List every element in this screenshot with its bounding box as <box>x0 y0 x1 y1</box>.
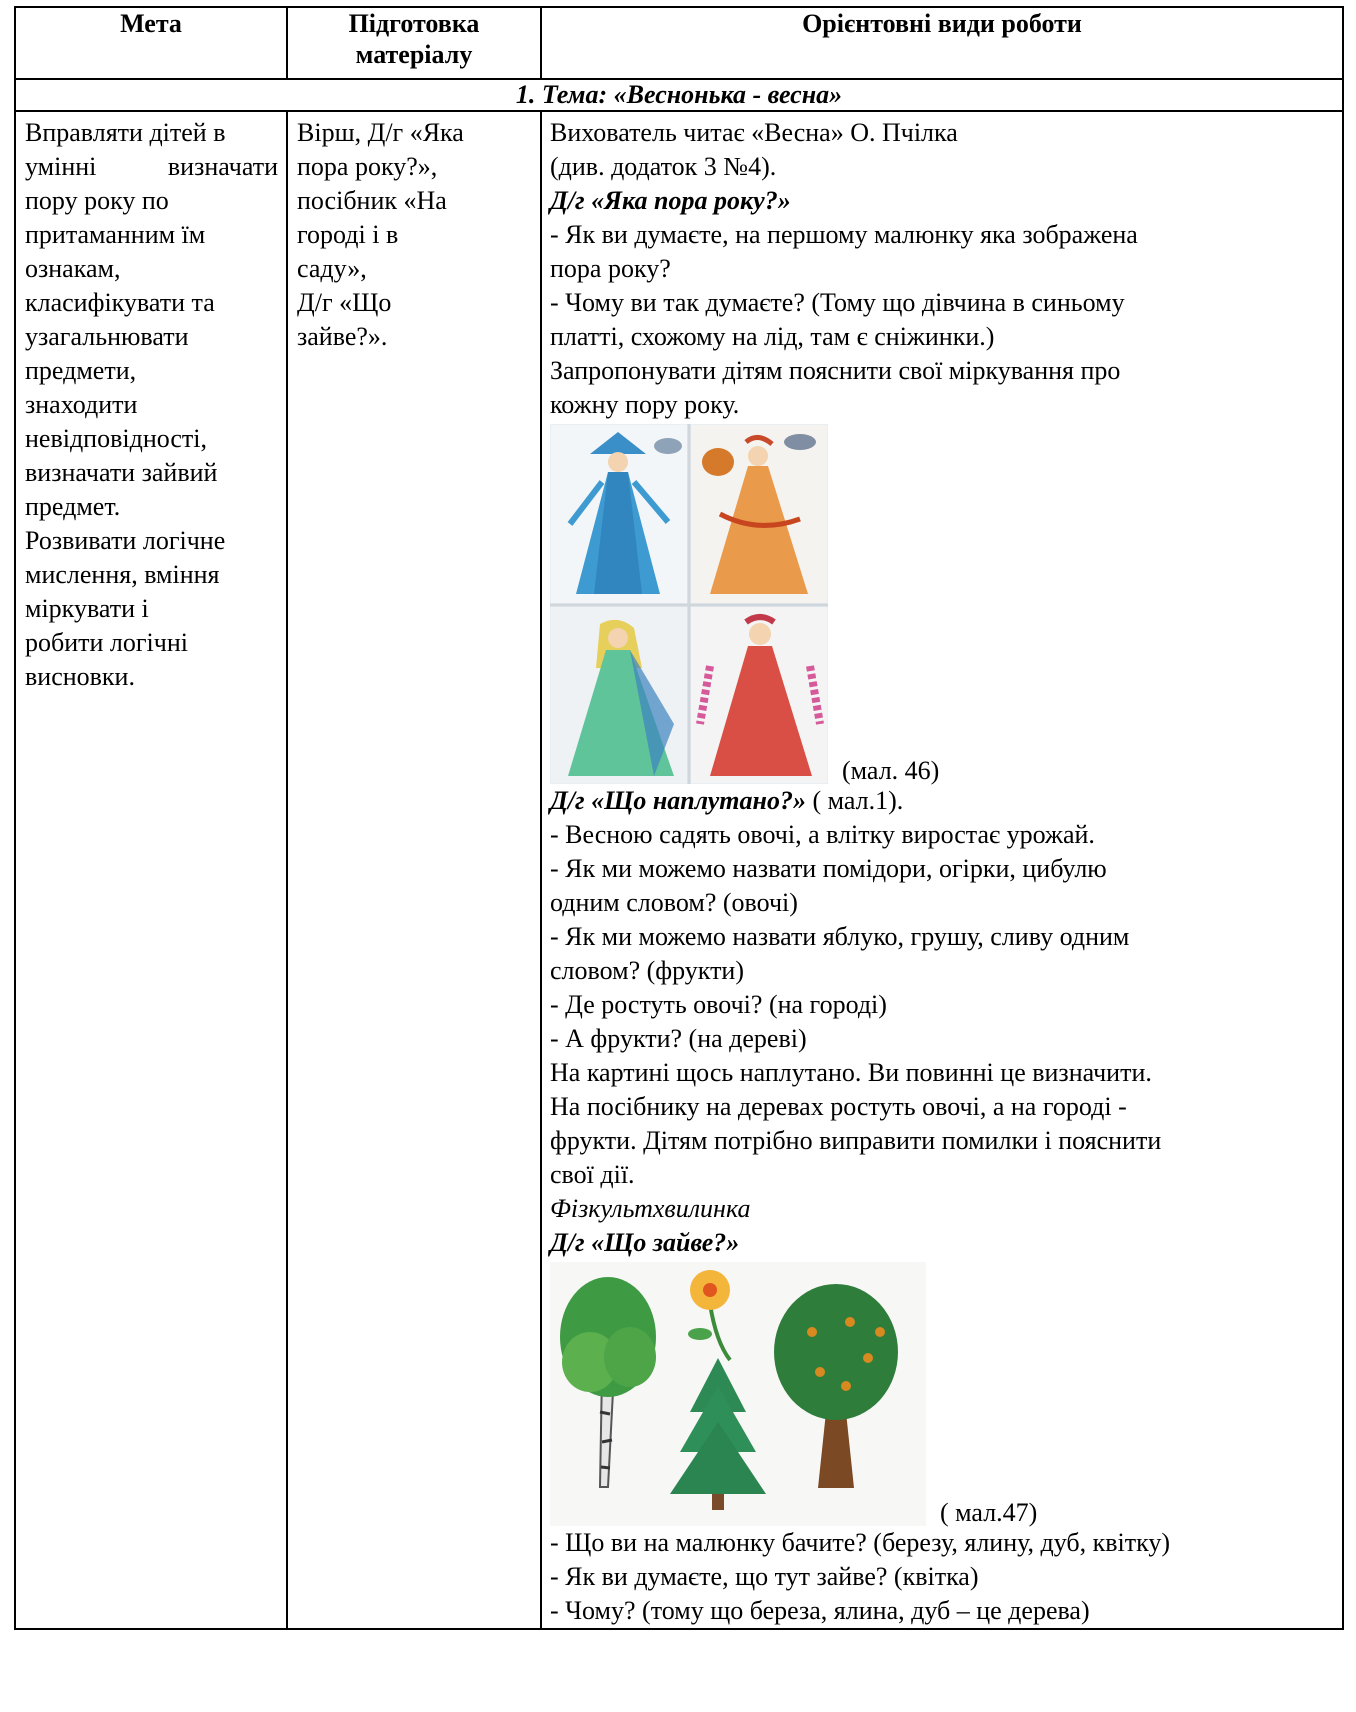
theme-title: 1. Тема: «Веснонька - весна» <box>15 79 1343 111</box>
prep-text <box>288 112 540 354</box>
goal-line: мислення, вміння <box>25 560 220 589</box>
goal-line: притаманним їм <box>25 220 206 249</box>
text-line: свої дії. <box>550 1160 635 1189</box>
goal-text <box>16 112 286 694</box>
goal-line: міркувати і <box>25 594 149 623</box>
text-line: кожну пору року. <box>550 390 740 419</box>
four-seasons-illustration <box>550 424 828 784</box>
prep-line: посібник «На <box>297 186 447 215</box>
goal-line: ознакам, <box>25 254 121 283</box>
header-row <box>15 7 1343 79</box>
goal-line: предмет. <box>25 492 121 521</box>
text-line: словом? (фрукти) <box>550 956 744 985</box>
text-line: - Як ми можемо назвати помідори, огірки, цибулю <box>550 854 1107 883</box>
game-title-mixed-ref: ( мал.1). <box>805 786 904 815</box>
theme-row <box>15 79 1343 111</box>
text-line: - Як ви думаєте, що тут зайве? (квітка) <box>550 1562 979 1591</box>
text-line: - Як ми можемо назвати яблуко, грушу, сливу одним <box>550 922 1130 951</box>
prep-line: городі і в <box>297 220 399 249</box>
goal-cell <box>15 111 287 1629</box>
goal-line: визначати зайвий <box>25 458 218 487</box>
game-title-mixed <box>550 784 1336 818</box>
header-work: Орієнтовні види роботи <box>541 7 1343 79</box>
prep-line: саду», <box>297 254 367 283</box>
prep-line: Вірш, Д/г «Яка <box>297 118 464 147</box>
text-line: - Весною садять овочі, а влітку виростає урожай. <box>550 820 1095 849</box>
header-prep <box>287 7 541 79</box>
goal-line: пору року по <box>25 186 169 215</box>
content-row <box>15 111 1343 1629</box>
goal-line: робити логічні <box>25 628 188 657</box>
goal-line: Розвивати логічне <box>25 526 226 555</box>
text-line: - Де ростуть овочі? (на городі) <box>550 990 887 1019</box>
trees-and-flower-illustration <box>550 1262 926 1526</box>
work-cell <box>541 111 1343 1629</box>
goal-line: класифікувати та <box>25 288 215 317</box>
figure-46-caption: (мал. 46) <box>842 756 940 785</box>
intro-line: Вихователь читає «Весна» О. Пчілка <box>550 118 958 147</box>
intro-line: (див. додаток 3 №4). <box>550 152 777 181</box>
figure-47-caption: ( мал.47) <box>940 1498 1038 1527</box>
game-title-mixed-name: Д/г «Що наплутано?» <box>550 786 806 815</box>
goal-line: Вправляти дітей в <box>25 118 226 147</box>
text-line: пора року? <box>550 254 671 283</box>
text-line: - Як ви думаєте, на першому малюнку яка зображена <box>550 220 1138 249</box>
figure-46-row <box>550 422 1336 784</box>
lesson-plan-table <box>14 6 1344 1630</box>
goal-line: умінні визначати <box>25 152 278 181</box>
game-title-odd-one: Д/г «Що зайве?» <box>550 1228 740 1257</box>
text-line: одним словом? (овочі) <box>550 888 798 917</box>
goal-line: предмети, <box>25 356 137 385</box>
goal-line: невідповідності, <box>25 424 208 453</box>
work-text <box>542 112 1342 1628</box>
text-line: - Чому ви так думаєте? (Тому що дівчина в синьому <box>550 288 1125 317</box>
prep-cell <box>287 111 541 1629</box>
text-line: Запропонувати дітям пояснити свої міркування про <box>550 356 1121 385</box>
text-line: фрукти. Дітям потрібно виправити помилки і пояснити <box>550 1126 1162 1155</box>
text-line: - Що ви на малюнку бачите? (березу, ялину, дуб, квітку) <box>550 1528 1171 1557</box>
goal-line: знаходити <box>25 390 138 419</box>
prep-line: пора року?», <box>297 152 438 181</box>
text-line: На картині щось наплутано. Ви повинні це визначити. <box>550 1058 1152 1087</box>
header-goal: Мета <box>15 7 287 79</box>
goal-line: висновки. <box>25 662 135 691</box>
figure-47-row <box>550 1260 1336 1526</box>
text-line: - А фрукти? (на дереві) <box>550 1024 807 1053</box>
text-line: - Чому? (тому що береза, ялина, дуб – це дерева) <box>550 1596 1090 1625</box>
goal-line: узагальнювати <box>25 322 189 351</box>
text-line: платті, схожому на лід, там є сніжинки.) <box>550 322 995 351</box>
prep-line: Д/г «Що <box>297 288 392 317</box>
prep-line: зайве?». <box>297 322 388 351</box>
text-line: На посібнику на деревах ростуть овочі, а на городі - <box>550 1092 1127 1121</box>
physical-break-label: Фізкультхвилинка <box>550 1194 751 1223</box>
header-prep-line1: Підготовка <box>348 9 480 38</box>
header-prep-line2: матеріалу <box>355 40 473 69</box>
game-title-season: Д/г «Яка пора року?» <box>550 186 791 215</box>
